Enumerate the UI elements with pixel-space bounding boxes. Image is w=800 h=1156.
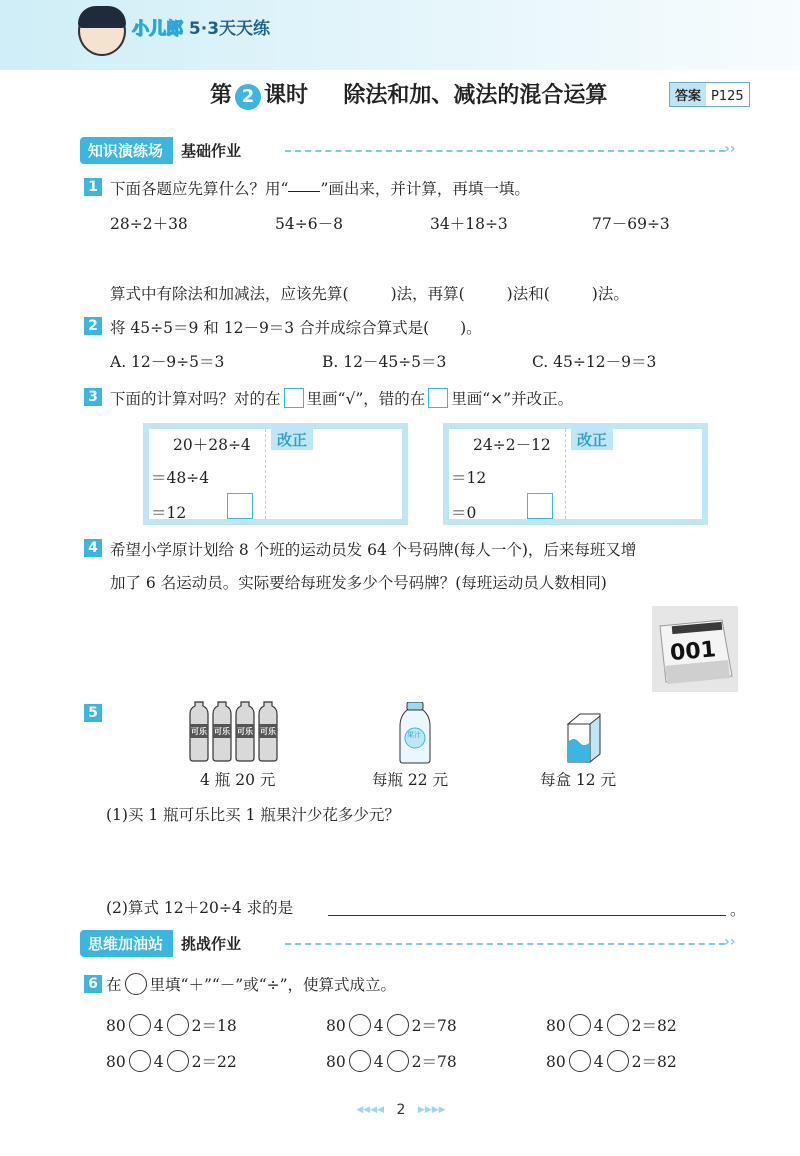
equation: 80 4 2＝78 xyxy=(326,1050,457,1072)
period: 。 xyxy=(730,901,746,919)
blank-circle[interactable] xyxy=(167,1014,189,1036)
expression: 34＋18÷3 xyxy=(430,215,508,233)
lesson-number: 2 xyxy=(235,84,261,110)
blank-circle[interactable] xyxy=(349,1014,371,1036)
calc-line: ＝0 xyxy=(451,504,477,522)
mascot-hair xyxy=(78,6,126,28)
badge-icon xyxy=(652,606,738,692)
answer-line[interactable] xyxy=(328,915,726,916)
calc-line: ＝12 xyxy=(451,469,487,487)
chevron-right-icon: ›› xyxy=(724,141,736,157)
equation: 80 4 2＝22 xyxy=(106,1050,237,1072)
question-number: 6 xyxy=(84,975,102,993)
milk-box-image xyxy=(562,712,606,768)
cola-label: 可乐 xyxy=(237,727,253,736)
question-number: 3 xyxy=(84,388,102,406)
answer-box xyxy=(428,388,448,408)
blank-circle[interactable] xyxy=(387,1014,409,1036)
calc-line: 20＋28÷4 xyxy=(173,436,251,454)
sub-question: (1)买 1 瓶可乐比买 1 瓶果汁少花多少元？ xyxy=(106,806,400,824)
price-juice: 每瓶 22 元 xyxy=(372,771,449,789)
calc-panel-2 xyxy=(443,423,708,525)
equation: 80 4 2＝82 xyxy=(546,1014,677,1036)
cola-label: 可乐 xyxy=(191,727,207,736)
brand-logo xyxy=(132,14,270,39)
title-prefix: 第 xyxy=(210,83,233,108)
divider xyxy=(565,429,566,519)
question-number: 4 xyxy=(84,539,102,557)
footer-deco: ◀◀◀◀ xyxy=(356,1105,385,1115)
equation: 80 4 2＝82 xyxy=(546,1050,677,1072)
section-sub: 基础作业 xyxy=(181,142,242,160)
question-text: 下面的计算对吗？对的在 里画“√”，错的在 里画“×”并改正。 xyxy=(110,390,574,408)
price-milk: 每盒 12 元 xyxy=(540,771,617,789)
check-box[interactable] xyxy=(527,493,553,519)
divider xyxy=(265,429,266,519)
footer-deco: ▶▶▶▶ xyxy=(417,1105,446,1115)
blank-circle[interactable] xyxy=(607,1014,629,1036)
blank-circle[interactable] xyxy=(569,1014,591,1036)
question-number: 1 xyxy=(84,178,102,196)
answer-box xyxy=(284,388,304,408)
expression: 77－69÷3 xyxy=(592,215,670,233)
cola-bottles-image xyxy=(186,700,286,766)
brand-name: 小儿郎 xyxy=(132,19,183,39)
section-basic xyxy=(80,137,241,163)
calc-line: ＝48÷4 xyxy=(151,469,210,487)
blank-circle[interactable] xyxy=(607,1050,629,1072)
option-c: C. 45÷12－9＝3 xyxy=(532,353,657,371)
check-box[interactable] xyxy=(227,493,253,519)
divider xyxy=(285,943,725,945)
calc-panel-1 xyxy=(143,423,408,525)
number-badge-image xyxy=(652,606,738,692)
option-b: B. 12－45÷5＝3 xyxy=(322,353,447,371)
question-text: 下面各题应先算什么？用“ ”画出来，并计算，再填一填。 xyxy=(110,180,530,198)
chevron-right-icon: ›› xyxy=(724,934,736,950)
sub-question: (2)算式 12＋20÷4 求的是 xyxy=(106,899,294,917)
cola-icon xyxy=(186,700,286,762)
milk-icon xyxy=(562,712,606,764)
section-sub: 挑战作业 xyxy=(181,935,242,953)
question-text: 将 45÷5＝9 和 12－9＝3 合并成综合算式是( )。 xyxy=(110,319,482,337)
equation: 80 4 2＝18 xyxy=(106,1014,237,1036)
question-text: 加了 6 名运动员。实际要给每班发多少个号码牌？(每班运动员人数相同) xyxy=(110,574,607,592)
cola-label: 可乐 xyxy=(260,727,276,736)
title-suffix: 课时 xyxy=(264,83,309,108)
page-footer xyxy=(346,1102,456,1118)
calc-line: ＝12 xyxy=(151,504,187,522)
answer-label: 答案 xyxy=(670,83,706,106)
answer-page: P125 xyxy=(711,89,744,104)
price-cola: 4 瓶 20 元 xyxy=(200,771,276,789)
question-text: 在 里填“＋”“－”或“÷”，使算式成立。 xyxy=(106,973,396,995)
badge-number: 001 xyxy=(669,637,717,667)
title-topic: 除法和加、减法的混合运算 xyxy=(343,83,608,108)
expression: 28÷2＋38 xyxy=(110,215,188,233)
juice-icon xyxy=(397,702,433,764)
section-tag: 思维加油站 xyxy=(80,930,173,957)
juice-bottle-image xyxy=(397,702,433,768)
cola-label: 可乐 xyxy=(214,727,230,736)
calc-line: 24÷2－12 xyxy=(473,436,551,454)
juice-label: 果汁 xyxy=(407,731,421,739)
page-number: 2 xyxy=(396,1102,406,1118)
divider xyxy=(285,150,725,152)
blank-circle[interactable] xyxy=(129,1050,151,1072)
blank-circle xyxy=(125,973,147,995)
blank-circle[interactable] xyxy=(349,1050,371,1072)
question-number: 2 xyxy=(84,317,102,335)
fix-label: 改正 xyxy=(571,429,613,450)
option-a: A. 12－9÷5＝3 xyxy=(110,353,225,371)
answer-reference xyxy=(669,82,750,107)
blank-circle[interactable] xyxy=(569,1050,591,1072)
question-number: 5 xyxy=(84,704,102,722)
rule-sentence: 算式中有除法和加减法，应该先算( )法，再算( )法和( )法。 xyxy=(110,285,629,303)
equation: 80 4 2＝78 xyxy=(326,1014,457,1036)
section-tag: 知识演练场 xyxy=(80,137,173,164)
section-challenge xyxy=(80,930,241,956)
question-text: 希望小学原计划给 8 个班的运动员发 64 个号码牌(每人一个)，后来每班又增 xyxy=(110,541,637,559)
page-title xyxy=(210,78,607,110)
brand-series: 5·3天天练 xyxy=(188,19,271,39)
blank-circle[interactable] xyxy=(129,1014,151,1036)
blank-circle[interactable] xyxy=(167,1050,189,1072)
blank-circle[interactable] xyxy=(387,1050,409,1072)
fix-label: 改正 xyxy=(271,429,313,450)
expression: 54÷6－8 xyxy=(275,215,343,233)
